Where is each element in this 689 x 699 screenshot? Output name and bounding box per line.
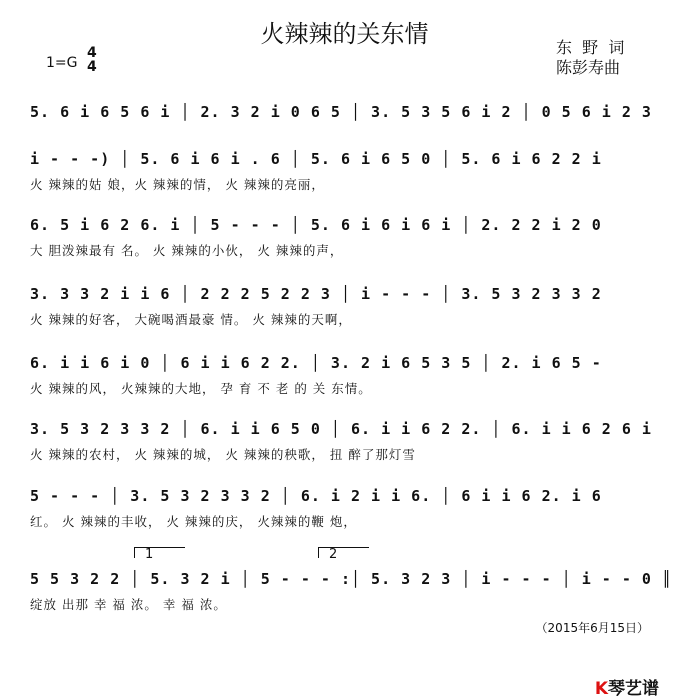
notation-line: i - - -) │ 5. 6 i 6 i . 6 │ 5. 6 i 6 5 0 │ 5. 6 i 6 2 2 i (30, 150, 602, 168)
notation-line: 6. 5 i 6 2 6. i │ 5 - - - │ 5. 6 i 6 i 6 i │ 2. 2 2 i 2 0 (30, 216, 602, 234)
lyric-line: 火 辣辣的农村， 火 辣辣的城， 火 辣辣的秧歌， 扭 醉了那灯雪 (30, 447, 416, 462)
date-note: （2015年6月15日） (535, 621, 649, 635)
notation-line: 3. 3 3 2 i i 6 │ 2 2 2 5 2 2 3 │ i - - - │ 3. 5 3 2 3 3 2 (30, 285, 602, 303)
lyric-line: 火 辣辣的姑 娘，火 辣辣的情， 火 辣辣的亮丽， (30, 177, 325, 192)
composer-credit: 陈彭寿曲 (556, 58, 621, 77)
volta-bracket-1 (134, 547, 185, 558)
logo-mark: K (594, 679, 608, 699)
lyric-line: 绽放 出那 幸 福 浓。 幸 福 浓。 (30, 597, 227, 612)
notation-line: 5 5 3 2 2 │ 5. 3 2 i │ 5 - - - :│ 5. 3 2 3 │ i - - - │ i - - 0 ║ (30, 570, 672, 588)
time-sig-bottom: 4 (87, 59, 97, 75)
notation-line: 6. i i 6 i 0 │ 6 i i 6 2 2. │ 3. 2 i 6 5 3 5 │ 2. i 6 5 - (30, 354, 602, 372)
logo-text: 琴艺谱 (608, 679, 659, 699)
notation-line: 5 - - - │ 3. 5 3 2 3 3 2 │ 6. i 2 i i 6. │ 6 i i 6 2. i 6 (30, 487, 602, 505)
time-signature (87, 46, 97, 74)
lyricist-credit: 东 野 词 (556, 38, 625, 57)
time-sig-top: 4 (87, 45, 97, 61)
volta-number-1: 1 (145, 547, 154, 562)
lyric-line: 大 胆泼辣最有 名。 火 辣辣的小伙， 火 辣辣的声， (30, 243, 344, 258)
key-signature: 1=G (46, 55, 78, 71)
notation-line: 3. 5 3 2 3 3 2 │ 6. i i 6 5 0 │ 6. i i 6 2 2. │ 6. i i 6 2 6 i (30, 420, 652, 438)
notation-line: 5. 6 i 6 5 6 i │ 2. 3 2 i 0 6 5 │ 3. 5 3 5 6 i 2 │ 0 5 6 i 2 3 (30, 103, 652, 121)
volta-bracket-2 (318, 547, 369, 558)
lyric-line: 火 辣辣的好客， 大碗喝酒最豪 情。 火 辣辣的天啊， (30, 312, 352, 327)
lyric-line: 火 辣辣的风， 火辣辣的大地， 孕 育 不 老 的 关 东情。 (30, 381, 372, 396)
volta-number-2: 2 (329, 547, 338, 562)
lyric-line: 红。 火 辣辣的丰收， 火 辣辣的庆， 火辣辣的鞭 炮， (30, 514, 357, 529)
song-title: 火辣辣的关东情 (260, 20, 429, 48)
site-logo (583, 654, 659, 699)
